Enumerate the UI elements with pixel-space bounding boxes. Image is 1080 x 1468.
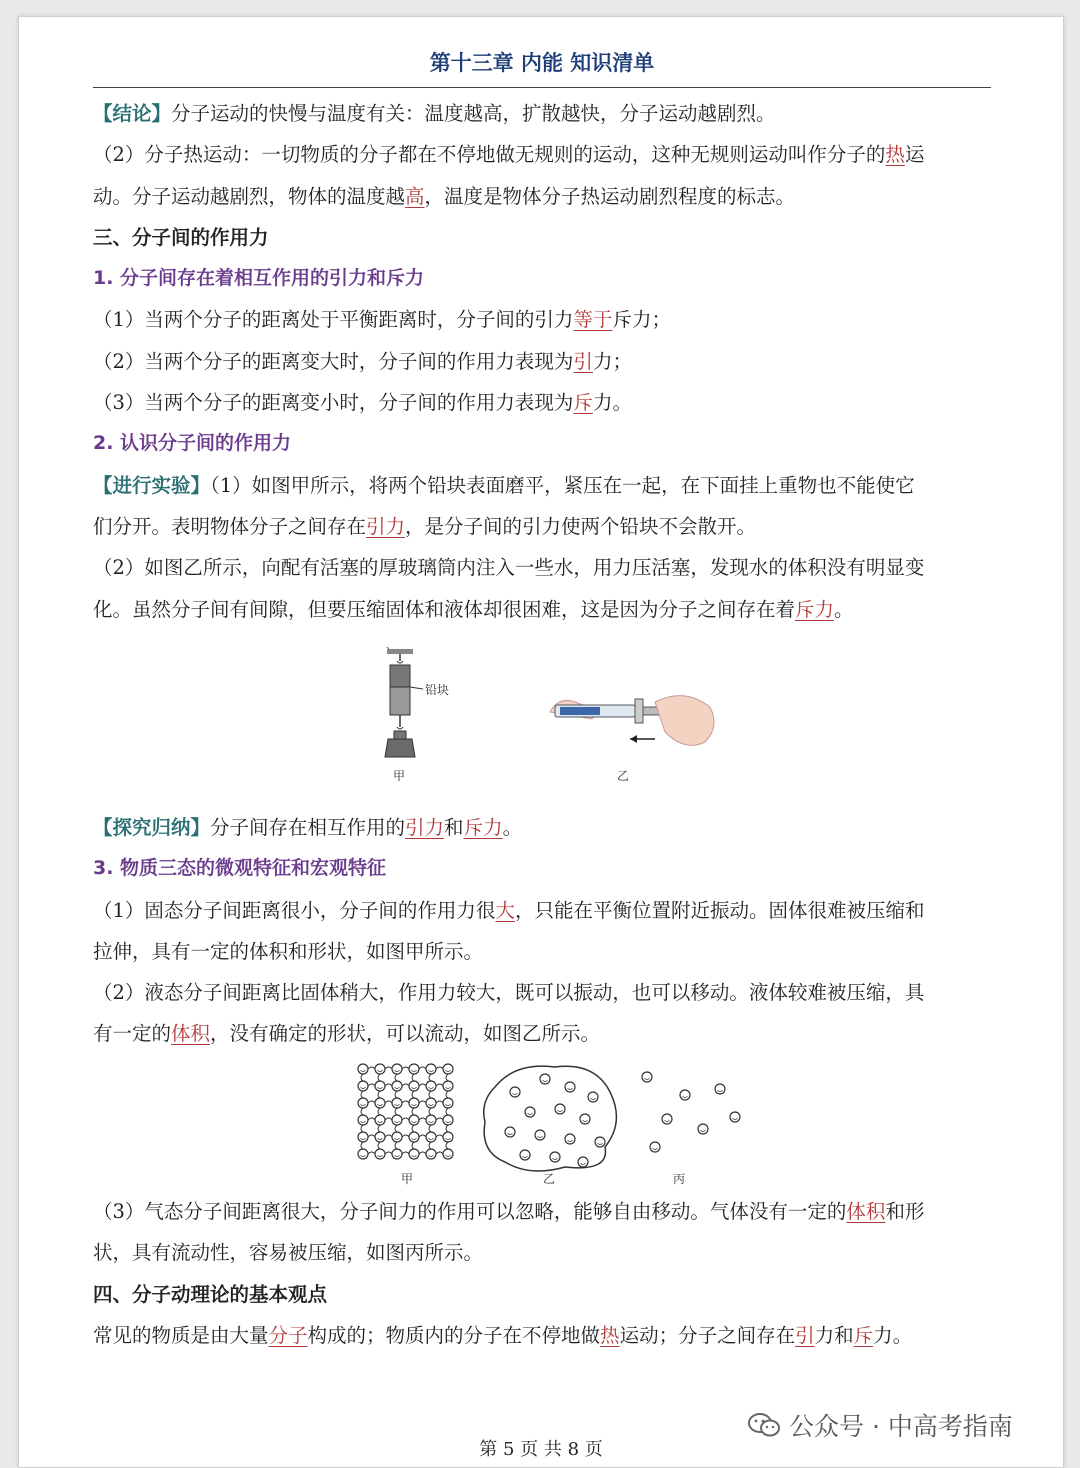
text-run: 运动；分子之间存在 — [619, 1323, 796, 1347]
text-line — [93, 1232, 991, 1273]
text-block-1 — [93, 93, 991, 630]
text-block-2 — [93, 807, 991, 1055]
text-run: 1. 分子间存在着相互作用的引力和斥力 — [93, 267, 425, 290]
molecule — [358, 1115, 368, 1125]
text-run: 运 — [904, 143, 925, 167]
text-run: （2）分子热运动：一切物质的分子都在不停地做无规则的运动，这种无规则运动叫作分子的 — [93, 143, 886, 167]
text-run: 和形 — [885, 1200, 925, 1223]
answer-blank: 分子 — [268, 1323, 308, 1347]
molecule — [375, 1115, 385, 1125]
liquid-molecules — [505, 1074, 605, 1167]
molecule — [550, 1152, 560, 1162]
molecule — [375, 1149, 385, 1159]
page-header-title: 第十三章 内能 知识清单 — [429, 51, 655, 75]
molecule — [409, 1115, 419, 1125]
answer-blank: 高 — [405, 184, 425, 208]
answer-blank: 引 — [795, 1323, 815, 1347]
answer-blank: 引力 — [366, 514, 406, 538]
text-run: 化。虽然分子间有间隙，但要压缩固体和液体却很困难，这是因为分子之间存在着 — [93, 597, 796, 621]
text-run: ，温度是物体分子热运动剧烈程度的标志。 — [424, 184, 796, 208]
subsection-heading — [93, 423, 991, 464]
molecule — [565, 1134, 575, 1144]
molecule — [426, 1081, 436, 1091]
text-line — [93, 589, 991, 630]
figure-caption-b: 乙 — [617, 769, 630, 783]
molecule — [375, 1081, 385, 1091]
gas-molecules — [642, 1072, 740, 1152]
text-run: 力； — [592, 349, 632, 373]
molecule — [409, 1064, 419, 1074]
text-run: 拉伸，具有一定的体积和形状，如图甲所示。 — [93, 939, 484, 963]
molecule — [578, 1157, 588, 1167]
text-run: 斥力； — [612, 308, 671, 332]
watermark-text: 公众号 · 中高考指南 — [789, 1412, 1013, 1441]
molecule — [409, 1149, 419, 1159]
answer-blank: 斥 — [853, 1323, 874, 1347]
molecule — [565, 1082, 575, 1092]
answer-blank: 大 — [495, 898, 515, 922]
figure-experiments — [355, 647, 755, 797]
label-tag: 【进行实验】 — [93, 473, 211, 497]
subsection-heading — [93, 848, 991, 889]
text-line — [93, 972, 991, 1013]
figure-caption-a: 甲 — [393, 769, 406, 783]
text-run: ，没有确定的形状，可以流动，如图乙所示。 — [210, 1022, 601, 1046]
molecule — [595, 1137, 605, 1147]
molecule — [392, 1149, 402, 1159]
molecule — [540, 1074, 550, 1084]
text-line — [93, 506, 991, 547]
answer-blank: 体积 — [846, 1200, 886, 1223]
text-block-3 — [93, 1191, 991, 1356]
molecule — [525, 1107, 535, 1117]
text-line — [93, 176, 991, 217]
text-run: 2. 认识分子间的作用力 — [93, 432, 292, 455]
molecule — [580, 1114, 590, 1124]
text-line — [93, 547, 991, 588]
text-run: 四、分子动理论的基本观点 — [93, 1282, 328, 1306]
molecule — [443, 1081, 453, 1091]
text-run: 分子运动的快慢与温度有关：温度越高，扩散越快，分子运动越剧烈。 — [171, 102, 776, 125]
molecule — [426, 1098, 436, 1108]
lead-block-apparatus — [385, 647, 423, 757]
molecule — [535, 1130, 545, 1140]
text-run: 力。 — [592, 391, 632, 415]
text-line — [93, 341, 991, 382]
molecule — [555, 1104, 565, 1114]
text-run: （2）液态分子间距离比固体稍大，作用力较大，既可以振动，也可以移动。液体较难被压缩，具 — [93, 981, 925, 1005]
answer-blank: 体积 — [171, 1022, 211, 1046]
text-run: 构成的；物质内的分子在不停地做 — [307, 1323, 601, 1347]
text-run: （2）当两个分子的距离变大时，分子间的作用力表现为 — [93, 349, 574, 373]
text-run: 和 — [444, 816, 464, 839]
label-tag: 【结论】 — [93, 102, 172, 125]
molecule — [443, 1115, 453, 1125]
text-line — [93, 1315, 991, 1356]
molecule — [392, 1064, 402, 1074]
text-run: 力。 — [873, 1323, 913, 1347]
header-divider — [93, 87, 991, 88]
molecule — [443, 1064, 453, 1074]
molecule — [392, 1081, 402, 1091]
answer-blank: 引 — [573, 349, 593, 373]
document-page — [18, 16, 1064, 1468]
molecule — [443, 1098, 453, 1108]
molecule — [375, 1132, 385, 1142]
text-run: ，是分子间的引力使两个铅块不会散开。 — [405, 514, 757, 538]
molecule — [715, 1084, 725, 1094]
molecule — [392, 1098, 402, 1108]
text-run: 分子间存在相互作用的 — [210, 816, 406, 839]
molecule — [392, 1132, 402, 1142]
molecule — [358, 1064, 368, 1074]
molecule — [375, 1064, 385, 1074]
text-run: 们分开。表明物体分子之间存在 — [93, 514, 367, 538]
text-run: 常见的物质是由大量 — [93, 1323, 269, 1347]
text-run: 动。分子运动越剧烈，物体的温度越 — [93, 184, 406, 208]
text-line — [93, 931, 991, 972]
answer-blank: 斥力 — [463, 816, 503, 839]
molecule — [505, 1127, 515, 1137]
molecule — [426, 1132, 436, 1142]
molecule — [588, 1092, 598, 1102]
text-run: 3. 物质三态的微观特征和宏观特征 — [93, 857, 387, 880]
answer-blank: 等于 — [573, 308, 613, 332]
molecule — [730, 1112, 740, 1122]
molecule — [520, 1150, 530, 1160]
text-run: 状，具有流动性，容易被压缩，如图丙所示。 — [93, 1241, 484, 1265]
answer-blank: 热 — [885, 143, 905, 167]
text-run: （1）如图甲所示，将两个铅块表面磨平，紧压在一起，在下面挂上重物也不能使它 — [210, 473, 915, 497]
figure-states-of-matter — [355, 1057, 755, 1187]
molecule — [426, 1149, 436, 1159]
text-line — [93, 299, 991, 340]
solid-molecules — [358, 1064, 453, 1159]
section-heading — [93, 1274, 991, 1315]
text-run: （1）固态分子间距离很小，分子间的作用力很 — [93, 898, 496, 922]
figure-caption-gas: 丙 — [673, 1172, 686, 1186]
molecule — [650, 1142, 660, 1152]
molecule — [443, 1149, 453, 1159]
molecule — [426, 1115, 436, 1125]
text-line — [93, 93, 991, 134]
text-run: （1）当两个分子的距离处于平衡距离时，分子间的引力 — [93, 308, 574, 332]
molecule — [510, 1087, 520, 1097]
molecule — [642, 1072, 652, 1082]
label-tag: 【探究归纳】 — [93, 816, 211, 839]
text-line — [93, 807, 991, 848]
subsection-heading — [93, 258, 991, 299]
text-run: 。 — [834, 597, 854, 621]
text-run: 力和 — [814, 1323, 854, 1347]
text-run: 有一定的 — [93, 1022, 172, 1046]
answer-blank: 斥 — [573, 391, 593, 415]
molecule — [698, 1124, 708, 1134]
answer-blank: 引力 — [405, 816, 445, 839]
page-footer: 第 5 页 共 8 页 — [479, 1439, 603, 1460]
text-line — [93, 1013, 991, 1054]
text-run: ，只能在平衡位置附近振动。固体很难被压缩和 — [514, 898, 925, 922]
text-line — [93, 134, 991, 175]
molecule — [358, 1081, 368, 1091]
section-heading — [93, 217, 991, 258]
molecule — [358, 1132, 368, 1142]
molecule — [409, 1132, 419, 1142]
label-lead-block: 铅块 — [425, 683, 450, 697]
text-line — [93, 890, 991, 931]
molecule — [375, 1098, 385, 1108]
molecule — [662, 1114, 672, 1124]
molecule — [409, 1081, 419, 1091]
molecule — [443, 1132, 453, 1142]
text-line — [93, 465, 991, 506]
text-line — [93, 1191, 991, 1232]
syringe-illustration — [550, 696, 714, 746]
text-line — [93, 382, 991, 423]
figure-caption-liquid: 乙 — [543, 1172, 556, 1186]
molecule — [358, 1098, 368, 1108]
molecule — [409, 1098, 419, 1108]
answer-blank: 热 — [600, 1323, 620, 1347]
text-run: 三、分子间的作用力 — [93, 225, 269, 249]
text-run: 。 — [502, 816, 523, 839]
answer-blank: 斥力 — [795, 597, 835, 621]
text-run: （2）如图乙所示，向配有活塞的厚玻璃筒内注入一些水，用力压活塞，发现水的体积没有明显变 — [93, 556, 925, 580]
molecule — [392, 1115, 402, 1125]
text-run: （3）气态分子间距离很大，分子间力的作用可以忽略，能够自由移动。气体没有一定的 — [93, 1200, 847, 1223]
figure-caption-solid: 甲 — [401, 1172, 414, 1186]
molecule — [426, 1064, 436, 1074]
text-run: （3）当两个分子的距离变小时，分子间的作用力表现为 — [93, 391, 574, 415]
molecule — [680, 1090, 690, 1100]
molecule — [358, 1149, 368, 1159]
